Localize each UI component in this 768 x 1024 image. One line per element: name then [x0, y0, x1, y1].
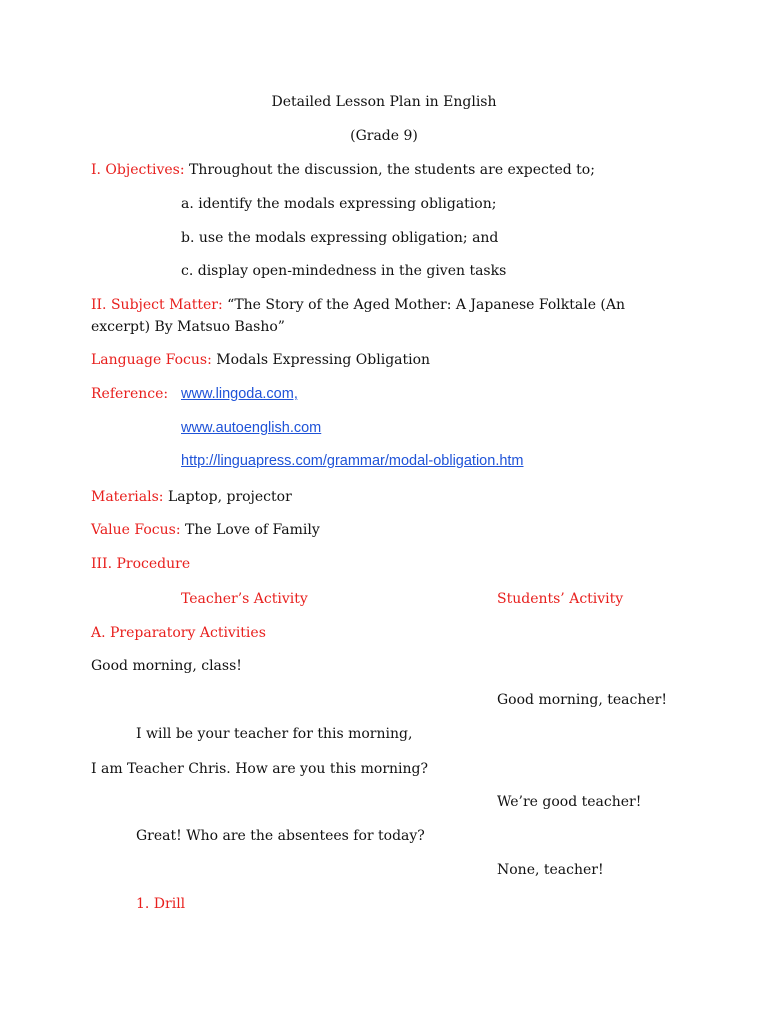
value-focus-label: Value Focus: [91, 522, 181, 538]
student-line: None, teacher! [497, 862, 604, 878]
subject-matter-text-cont: excerpt) By Matsuo Basho” [91, 319, 285, 335]
procedure-heading: III. Procedure [91, 556, 191, 572]
language-focus-text: Modals Expressing Obligation [216, 352, 431, 368]
reference-link-lingoda[interactable]: www.lingoda.com, [181, 386, 298, 402]
materials-line [91, 488, 292, 506]
value-focus-text: The Love of Family [185, 522, 320, 538]
teacher-line: Good morning, class! [91, 658, 242, 674]
objective-item-c: c. display open-mindedness in the given tasks [181, 263, 507, 279]
drill-heading: 1. Drill [136, 896, 186, 912]
objectives-label: I. Objectives: [91, 162, 185, 178]
students-activity-header: Students’ Activity [497, 591, 624, 607]
subject-matter-label: II. Subject Matter: [91, 297, 223, 313]
objectives-intro: Throughout the discussion, the students are expected to; [189, 162, 595, 178]
objectives-line [91, 161, 595, 179]
reference-link-linguapress[interactable]: http://linguapress.com/grammar/modal-obligation.htm [181, 453, 524, 469]
student-line: Good morning, teacher! [497, 692, 667, 708]
teacher-line: Great! Who are the absentees for today? [136, 828, 425, 844]
reference-label: Reference: [91, 386, 169, 402]
language-focus-label: Language Focus: [91, 352, 212, 368]
document-title: Detailed Lesson Plan in English [271, 94, 497, 110]
section-a-heading: A. Preparatory Activities [91, 625, 266, 641]
teacher-line: I am Teacher Chris. How are you this morning? [91, 761, 428, 777]
student-line: We’re good teacher! [497, 794, 642, 810]
objective-item-a: a. identify the modals expressing obligation; [181, 196, 497, 212]
materials-text: Laptop, projector [167, 489, 292, 505]
value-focus-line [91, 521, 320, 539]
materials-label: Materials: [91, 489, 164, 505]
language-focus-line [91, 351, 430, 369]
reference-link-autoenglish[interactable]: www.autoenglish.com [181, 420, 322, 436]
teacher-line: I will be your teacher for this morning, [136, 726, 413, 742]
teacher-activity-header: Teacher’s Activity [181, 591, 308, 607]
subject-matter-line [91, 296, 625, 314]
subject-matter-text: “The Story of the Aged Mother: A Japanese Folktale (An [227, 297, 626, 313]
objective-item-b: b. use the modals expressing obligation; and [181, 230, 499, 246]
document-grade: (Grade 9) [350, 128, 418, 144]
